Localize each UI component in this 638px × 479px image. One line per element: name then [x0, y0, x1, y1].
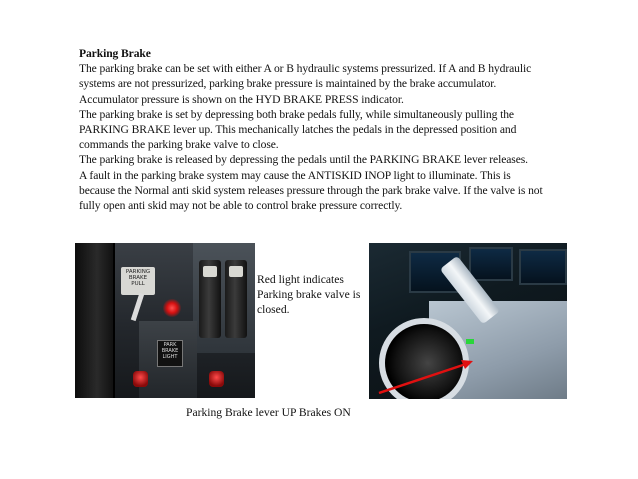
- document-title: Parking Brake: [79, 47, 151, 60]
- paragraph: The parking brake is released by depressing the pedals until the PARKING BRAKE lever releases.: [79, 153, 528, 167]
- caption-red-light: Red light indicates Parking brake valve is closed.: [257, 273, 361, 317]
- pointer-arrow: [369, 243, 567, 399]
- placard-text: PULL: [131, 281, 145, 287]
- light-label-text: BRAKE: [161, 348, 179, 354]
- park-brake-light-label: [157, 340, 183, 367]
- paragraph: A fault in the parking brake system may cause the ANTISKID INOP light to illuminate. This is because the Normal anti skid system releases pressure through the park brake valve. If the valve is not fully open anti skid may not be able to control brake pressure correctly.: [79, 168, 543, 213]
- parking-brake-panel-photo: [75, 243, 255, 398]
- parking-brake-red-light: [163, 299, 181, 317]
- placard-text: PARKING: [125, 269, 151, 275]
- paragraph: The parking brake can be set with either A or B hydraulic systems pressurized. If A and B hydraulic systems are not pressurized, parking brake pressure is maintained by the brake accumulator. Accumulator pressure is shown on the HYD BRAKE PRESS indicator.: [79, 62, 532, 106]
- thrust-lever-right: [225, 260, 247, 338]
- thrust-lever-left: [199, 260, 221, 338]
- lever-tab: [203, 266, 217, 277]
- light-label-text: PARK: [163, 342, 177, 348]
- parking-brake-lever-photo: [369, 243, 567, 399]
- light-label-text: LIGHT: [162, 354, 178, 360]
- lever-tab: [229, 266, 243, 277]
- paragraph: The parking brake is set by depressing both brake pedals fully, while simultaneously pulling the PARKING BRAKE lever up. This mechanically latches the pedals in the depressed position and commands the parking brake valve to close.: [79, 107, 517, 152]
- red-knob-left: [133, 371, 148, 387]
- parking-brake-placard: [121, 267, 155, 295]
- caption-lever: Parking Brake lever UP Brakes ON: [186, 406, 351, 419]
- red-knob-right: [209, 371, 224, 387]
- parking-brake-lever: [131, 293, 144, 321]
- arrow-line: [379, 363, 469, 393]
- placard-text: BRAKE: [128, 275, 148, 281]
- document-body: [79, 46, 549, 213]
- control-wheel: [75, 243, 115, 398]
